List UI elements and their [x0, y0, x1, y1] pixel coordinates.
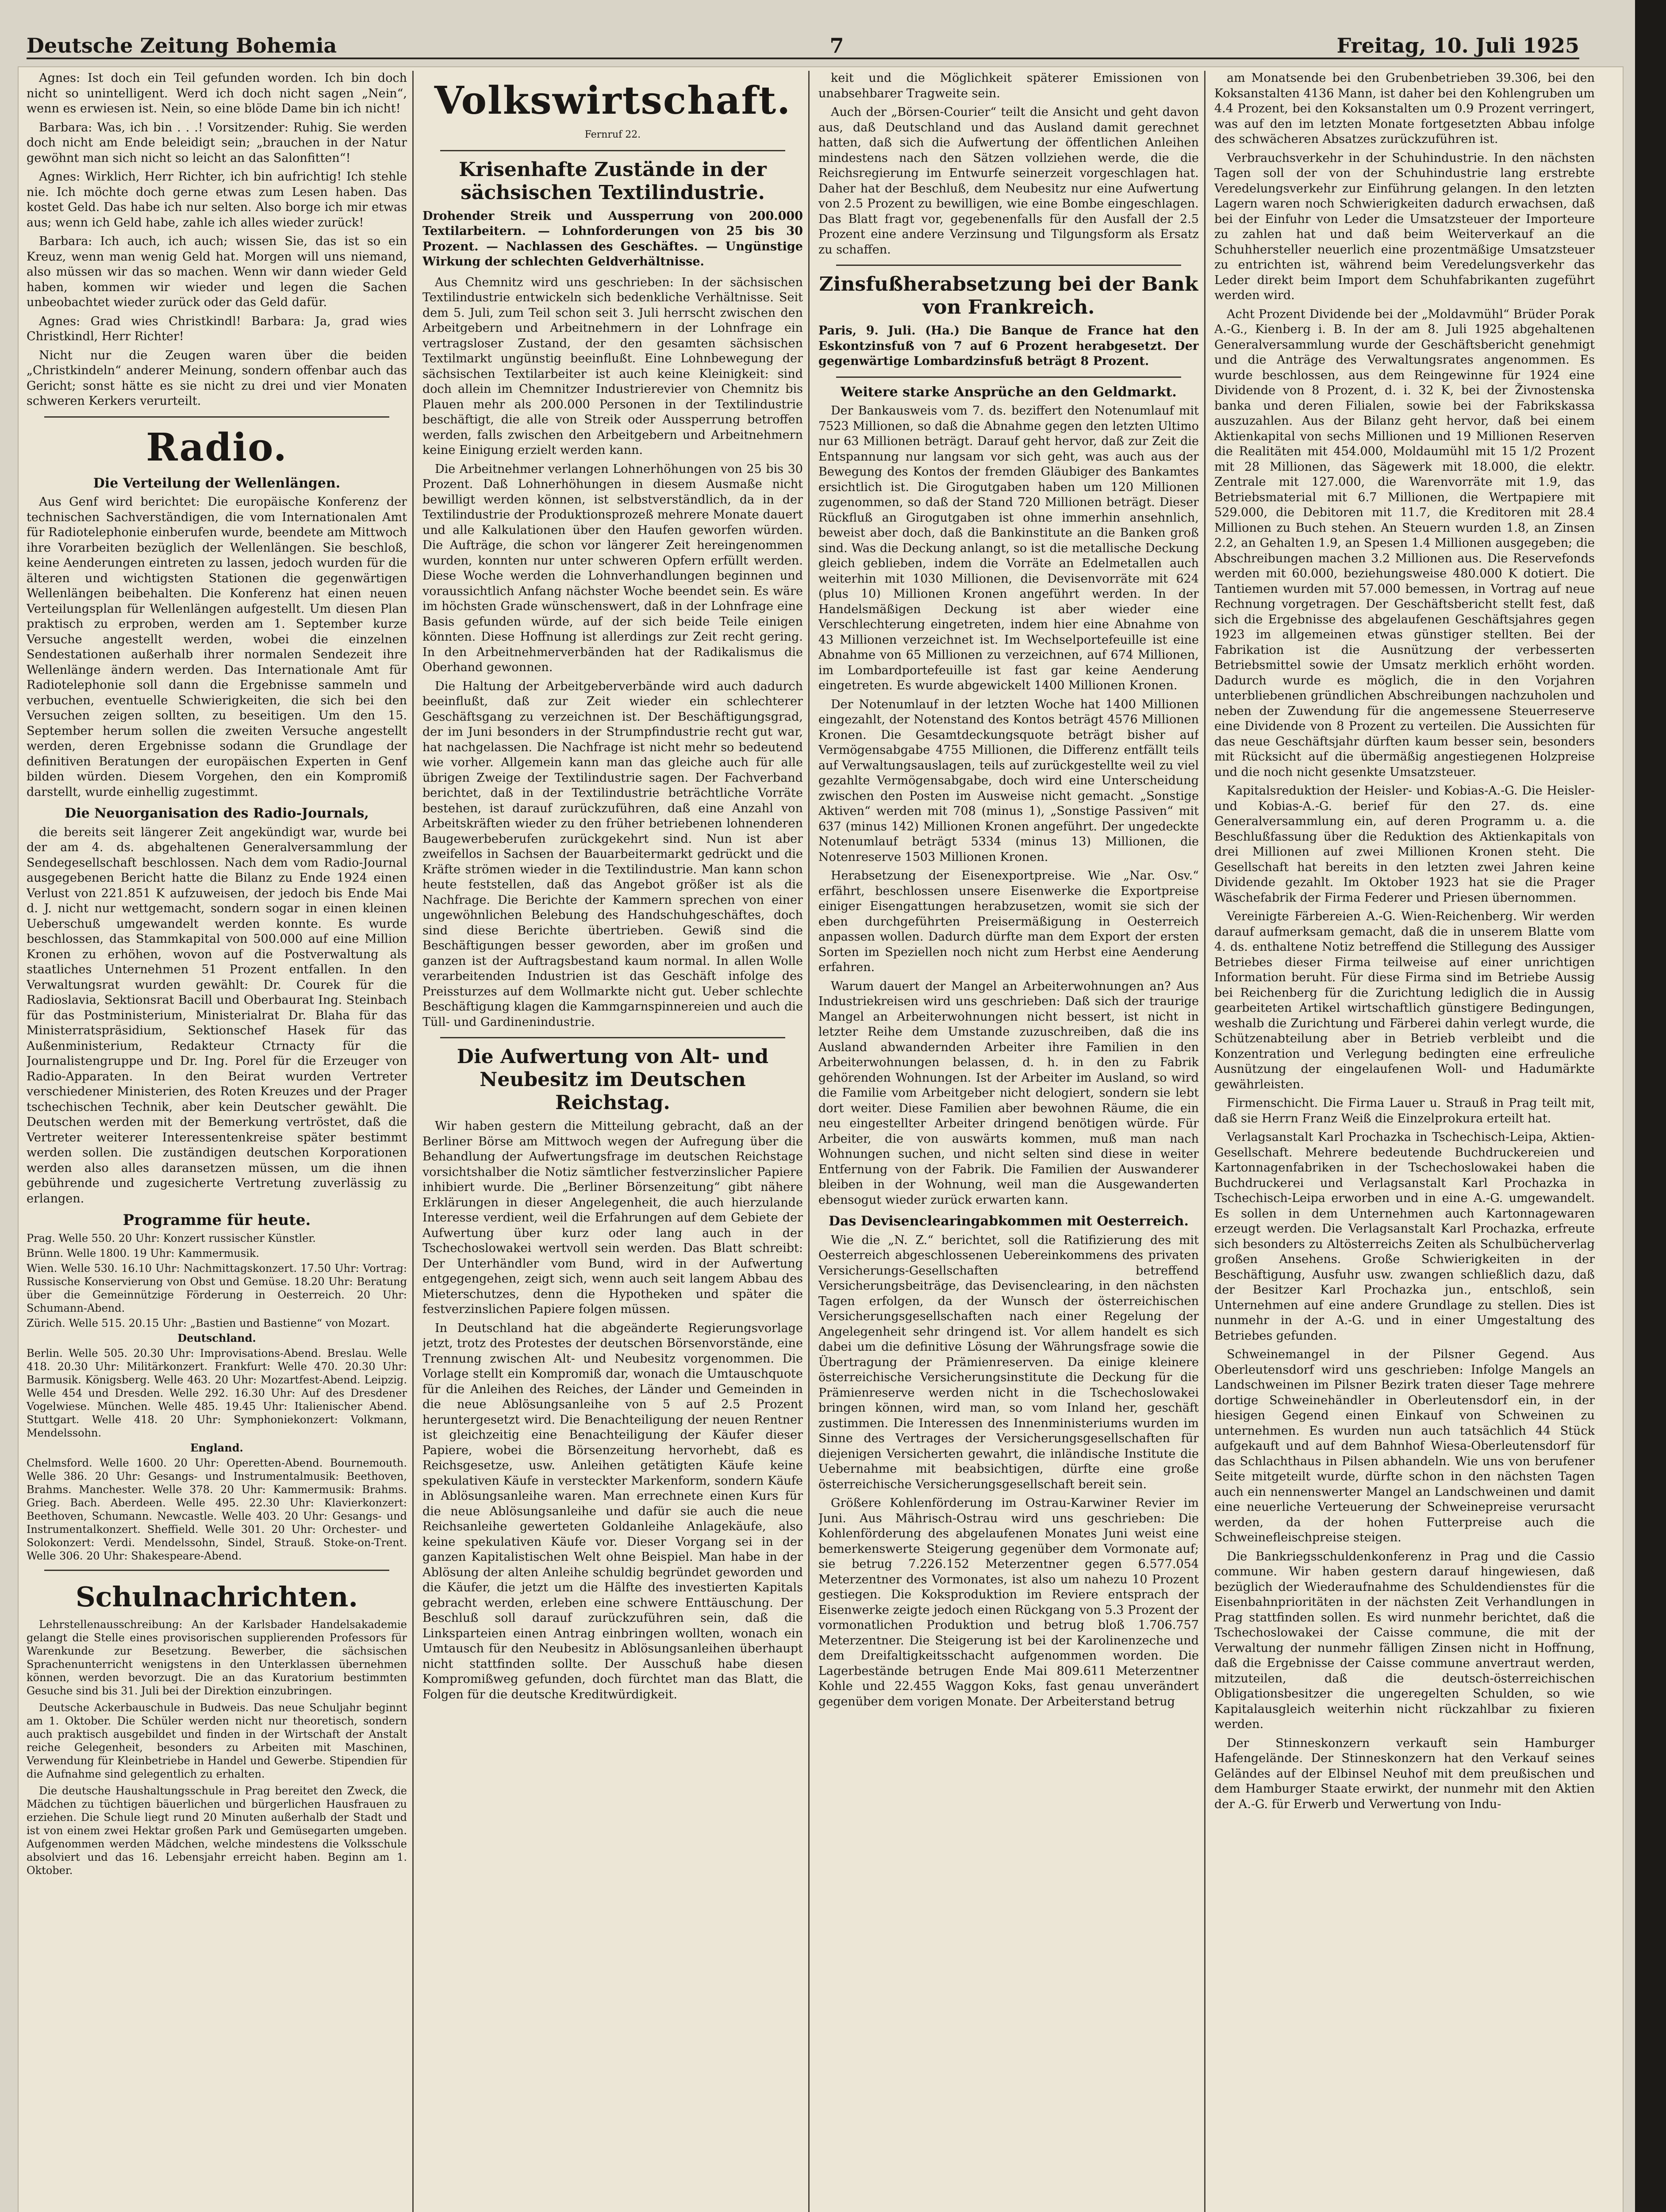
paragraph: Kapitalsreduktion der Heisler- und Kobias-A.-G. Die Heisler- und Kobias-A.-G. berief für den 27. ds. eine Generalversammlung ein, auf deren Programm u. a. die Beschlußfassung über die Reduktion des Aktienkapitals von drei Millionen auf zwei Millionen Kronen steht. Die Gesellschaft hat bereits in den letzten zwei Jahren keine Dividende gezahlt. Im Oktober 1923 hat sie die Prager Wäschefabrik der Firma Federer und Priesen übernommen.: [1214, 784, 1595, 905]
paragraph: Herabsetzung der Eisenexportpreise. Wie „Nar. Osv.“ erfährt, beschlossen unsere Eisenwerke die Exportpreise einiger Eisengattungen herabzusetzen, womit sie sich der eben durchgeführten Preisermäßigung in Oesterreich anpassen wollen. Dadurch dürfte man dem Export der ersten Sorten im Speziellen noch nicht zum Herbst eine Aenderung erfahren.: [818, 869, 1199, 974]
paragraph: Die Bankriegsschuldenkonferenz in Prag und die Cassio commune. Wir haben gestern darauf hingewiesen, daß bezüglich der Wiederaufnahme des Schuldendienstes für die Eisenbahnprioritäten in der nächsten Zeit Verhandlungen in Prag stattfinden sollen. Es wird nunmehr berichtet, daß die Tschechoslowakei der Caisse commune, die mit der Verwaltung der nunmehr fälligen Zinsen nicht in Hoffnung, daß die Ergebnisse der Caisse commune anvertraut werden, mitzuteilen, daß die deutsch-österreichischen Obligationsbesitzer die ungeregelten Schulden, so wie Kapitalausgleich weiterhin nicht rückzahlbar zu fixieren werden.: [1214, 1549, 1595, 1731]
paragraph: Die Haltung der Arbeitgeberverbände wird auch dadurch beeinflußt, daß zur Zeit wieder ein schlechterer Geschäftsgang zu verzeichnen ist. Der Beschäftigungsgrad, der im Juni besonders in der Strumpfindustrie recht gut war, hat nachgelassen. Die Nachfrage ist nicht mehr so bedeutend wie vorher. Allgemein kann man das gleiche auch für alle übrigen Zweige der Textilindustrie sagen. Der Fachverband berichtet, daß in der Textilindustrie beträchtliche Vorräte bestehen, ist darauf zurückzuführen, daß eine Anzahl von Arbeitskräften wieder zu den früher betriebenen lohnenderen Baugewerbeberufen zurückgekehrt sind. Nun ist aber zweifellos in Sachsen der Bauarbeitermarkt gedrückt und die Kräfte strömen wieder in die Textilindustrie. Man kann schon heute feststellen, daß das Angebot größer ist als die Nachfrage. Die Berichte der Kammern sprechen von einer ungewöhnlichen Belebung des Handschuhgeschäftes, doch sind diese Berichte übertrieben. Gewiß sind die Beschäftigungen besser geworden, aber im großen und ganzen ist der Auftragsbestand kaum normal. In allen Wolle verarbeitenden Industrien ist das Geschäft infolge des Preissturzes auf dem Wollmarkte nicht gut. Ueber schlechte Beschäftigung klagen die Kammgarnspinnereien und auch die Tüll- und Gardinenindustrie.: [422, 679, 803, 1029]
page-header: [27, 27, 1579, 59]
page-number: 7: [829, 34, 844, 58]
paragraph: Die deutsche Haushaltungsschule in Prag bereitet den Zweck, die Mädchen zu tüchtigen bäuerlichen und bürgerlichen Hausfrauen zu erziehen. Die Schule liegt rund 20 Minuten außerhalb der Stadt und ist von einem zwei Hektar großen Park und Gemüsegarten umgeben. Aufgenommen werden Mädchen, welche mindestens die Volksschule absolviert und das 16. Lebensjahr erreicht haben. Beginn am 1. Oktober.: [27, 1784, 407, 1877]
paragraph: Agnes: Ist doch ein Teil gefunden worden. Ich bin doch nicht so unintelligent. Werd ich doch nicht sagen „Nein“, wenn es erwiesen ist. Nein, so eine blöde Dame bin ich nicht!: [27, 71, 407, 115]
paragraph: Größere Kohlenförderung im Ostrau-Karwiner Revier im Juni. Aus Mährisch-Ostrau wird uns geschrieben: Die Kohlenförderung des abgelaufenen Monates Juni weist eine bemerkenswerte Steigerung gegenüber dem Vormonate auf; sie betrug 7.226.152 Meterzentner gegen 6.577.054 Meterzentner des Vormonates, ist also um nahezu 10 Prozent gestiegen. Die Koksproduktion im Reviere entsprach der Eisenwerke zeigte jedoch einen Rückgang von 5.3 Prozent der vormonatlichen Produktion und betrug bloß 1.706.757 Meterzentner. Die Steigerung ist bei der Karolinenzeche und dem Dreifaltigkeitsschacht aufgenommen worden. Die Lagerbestände betrugen Ende Mai 809.611 Meterzentner Kohle und 22.455 Waggon Koks, fast genau unverändert gegenüber dem vorigen Monate. Der Arbeiterstand betrug: [818, 1496, 1199, 1709]
column-3: [818, 71, 1199, 2212]
subheading: Die Verteilung der Wellenlängen.: [93, 475, 341, 491]
column-4: [1214, 71, 1595, 2212]
paragraph: Verlagsanstalt Karl Prochazka in Tschechisch-Leipa, Aktien-Gesellschaft. Mehrere bedeutende Buchdruckereien und Kartonnagenfabriken in der Tschechoslowakei haben die Buchdruckerei und Verlagsanstalt Karl Prochazka in Tschechisch-Leipa erworben und in eine A.-G. umgewandelt. Es sollen in dem Unternehmen auch Kartonnagewaren erzeugt werden. Die Verlagsanstalt Karl Prochazka, erfreute sich besonders zu Altösterreichs Zeiten als Schulbücherverlag großen Ansehens. Große Schwierigkeiten in der Beschäftigung, Ausfuhr usw. zwangen schließlich dazu, daß der Besitzer Karl Prochazka jun., entschloß, sein Unternehmen auf eine andere Grundlage zu stellen. Dies ist nunmehr in der A.-G. und in einer Umgestaltung des Betriebes gefunden.: [1214, 1130, 1595, 1343]
section-divider: [44, 1570, 389, 1571]
paragraph: Deutsche Ackerbauschule in Budweis. Das neue Schuljahr beginnt am 1. Oktober. Die Schüler werden nicht nur theoretisch, sondern auch praktisch ausgebildet und finden in der Wirtschaft der Anstalt reiche Gelegenheit, besonders zu Arbeiten mit Maschinen, Verwendung für Kleinbetriebe in Handel und Gewerbe. Stipendien für die Aufnahme sind gelegentlich zu erhalten.: [27, 1701, 407, 1780]
masthead: Deutsche Zeitung Bohemia: [27, 34, 337, 58]
column-1: [27, 71, 407, 2212]
section-divider: [836, 265, 1181, 266]
paragraph: Barbara: Ich auch, ich auch; wissen Sie, das ist so ein Kreuz, wenn man wenig Geld hat. Morgen will uns niemand, also müssen wir das so machen. Wenn wir dann wieder Geld haben, kommen wir wieder und legen die Sachen unbeobachtet wieder zurück oder das Geld dafür.: [27, 234, 407, 309]
section-divider: [440, 150, 785, 151]
column-2: [422, 71, 803, 2212]
programme-item: Wien. Welle 530. 16.10 Uhr: Nachmittagskonzert. 17.50 Uhr: Vortrag: Russische Konservierung von Obst und Gemüse. 18.20 Uhr: Beratung über die Gemeinnützige Förderung in Oesterreich. 20 Uhr: Schumann-Abend.: [27, 1262, 407, 1314]
programme-region: Deutschland.: [177, 1331, 256, 1344]
subheading: Die Neuorganisation des Radio-Journals,: [65, 806, 369, 821]
article-headline: Die Aufwertung von Alt- und Neubesitz im Deutschen Reichstag.: [457, 1045, 769, 1114]
paragraph: Aus Chemnitz wird uns geschrieben: In der sächsischen Textilindustrie entwickeln sich bedenkliche Verhältnisse. Seit dem 5. Juli, zum Teil schon seit 3. Juli herrscht zwischen den Arbeitgebern und Arbeitnehmern in der Lohnfrage ein vertragsloser Zustand, der den gesamten sächsischen Textilmarkt ungünstig beeinflußt. Eine Lohnbewegung der sächsischen Textilarbeiter ist auch keine Kleinigkeit: sind doch allein im Chemnitzer Industrierevier von Chemnitz bis Plauen mehr als 200.000 Personen in der Textilindustrie beschäftigt, die alle von Streik oder Aussperrung betroffen werden, falls zwischen den Arbeitgebern und Arbeitnehmern keine Einigung erzielt werden kann.: [422, 275, 803, 457]
section-divider: [836, 376, 1181, 378]
subheading: Weitere starke Ansprüche an den Geldmarkt.: [841, 384, 1177, 400]
subheading: Das Devisenclearingabkommen mit Oesterreich.: [829, 1214, 1189, 1229]
column-rule: [1204, 71, 1205, 2212]
section-phone: Fernruf 22.: [584, 129, 641, 140]
radio-heading: Radio.: [146, 425, 288, 470]
paragraph: Lehrstellenausschreibung: An der Karlsbader Handelsakademie gelangt die Stelle eines provisorischen supplierenden Professors für Warenkunde zur Besetzung. Bewerber, die sächsischen Sprachenunterricht wenigstens in den Unterklassen übernehmen können, werden bevorzugt. Die an das Kuratorium bestimmten Gesuche sind bis 31. Juli bei der Direktion einzubringen.: [27, 1618, 407, 1697]
programme-item: Zürich. Welle 515. 20.15 Uhr: „Bastien und Bastienne“ von Mozart.: [27, 1317, 390, 1329]
programme-item: Brünn. Welle 1800. 19 Uhr: Kammermusik.: [27, 1247, 260, 1260]
paragraph: Barbara: Was, ich bin . . .! Vorsitzender: Ruhig. Sie werden doch nicht am Ende beleidigt sein; „brauchen in der Natur gewöhnt man sich nicht so leicht an das Salonfitten“!: [27, 120, 407, 165]
issue-date: Freitag, 10. Juli 1925: [1336, 34, 1579, 58]
paragraph: Firmenschicht. Die Firma Lauer u. Strauß in Prag teilt mit, daß sie Herrn Franz Weiß die Einzelprokura erteilt hat.: [1214, 1096, 1595, 1125]
programme-heading: Programme für heute.: [123, 1211, 311, 1229]
paragraph: Verbrauchsverkehr in der Schuhindustrie. In den nächsten Tagen soll der von der Schuhindustrie lang erstrebte Veredelungsverkehr zur Einführung gelangen. In den letzten Lagern waren noch Schwierigkeiten dadurch erwachsen, daß bei der Einfuhr von Leder die Umsatzsteuer der Importeure zu zahlen hat und daß beim Weiterverkauf an die Schuhhersteller neuerlich eine prozentmäßige Umsatzsteuer zu entrichten ist, während beim Veredelungsverkehr das Leder direkt beim Import dem Schuhfabrikanten zugeführt werden wird.: [1214, 151, 1595, 302]
article-lead: Drohender Streik und Aussperrung von 200.000 Textilarbeitern. — Lohnforderungen von 25 bis 30 Prozent. — Nachlassen des Geschäftes. — Ungünstige Wirkung der schlechten Geldverhältnisse.: [422, 209, 803, 269]
column-rule: [808, 71, 810, 2212]
paragraph: Warum dauert der Mangel an Arbeiterwohnungen an? Aus Industriekreisen wird uns geschrieben: Daß sich der traurige Mangel an Arbeiterwohnungen nicht bessert, ist nicht in letzter Reihe dem Umstande zuzuschreiben, daß die ins Ausland abwandernden Arbeiter ihre Familien in den Arbeiterwohnungen belassen, d. h. in den zu Fabrik gehörenden Wohnungen. Ist der Arbeiter im Ausland, so wird die Familie vom Arbeitgeber nicht delogiert, sondern sie lebt dort weiter. Diese Familien aber bewohnen Räume, die ein neu eingestellter Arbeiter dringend benötigen würde. Für Arbeiter, die von auswärts kommen, muß man nach Wohnungen suchen, und nicht selten sind diese in weiter Entfernung von der Fabrik. Die Familien der Auswanderer bleiben in der Wohnung, weil man die Ausgewanderten ebensogut wieder zurück erwarten kann.: [818, 979, 1199, 1207]
column-rule: [412, 71, 414, 2212]
programme-item: Prag. Welle 550. 20 Uhr: Konzert russischer Künstler.: [27, 1232, 316, 1244]
programme-list: [27, 1232, 407, 1563]
paragraph: Der Notenumlauf in der letzten Woche hat 1400 Millionen eingezahlt, der Notenstand des Kontos beträgt 4576 Millionen Kronen. Die Gesamtdeckungsquote beträgt bisher auf Vermögensabgabe 4755 Millionen, die Differenz entfällt teils auf Verwaltungsauslagen, teils auf zurückgestellte weil zu viel gezahlte Vermögensabgabe, doch wird eine Unterscheidung zwischen den Posten im Ausweise nicht gemacht. „Sonstige Aktiven“ werden mit 708 (minus 1), „Sonstige Passiven“ mit 637 (minus 142) Millionen Kronen angeführt. Der ungedeckte Notenumlauf beträgt 5334 (minus 13) Millionen, die Notenreserve 1503 Millionen Kronen.: [818, 697, 1199, 864]
paragraph: am Monatsende bei den Grubenbetrieben 39.306, bei den Koksanstalten 4136 Mann, ist daher bei den Kohlengruben um 4.4 Prozent, bei den Koksanstalten um 0.9 Prozent verringert, was auf den im letzten Monate fortgesetzten Abbau infolge des schwächeren Absatzes zurückzuführen ist.: [1214, 71, 1595, 146]
programme-item: Chelmsford. Welle 1600. 20 Uhr: Operetten-Abend. Bournemouth. Welle 386. 20 Uhr: Gesangs- und Instrumentalmusik: Beethoven, Brahms. Manchester. Welle 378. 20 Uhr: Kammermusik: Brahms. Grieg. Bach. Aberdeen. Welle 495. 22.30 Uhr: Klavierkonzert: Beethoven, Schumann. Newcastle. Welle 403. 20 Uhr: Gesangs- und Instrumentalkonzert. Sheffield. Welle 301. 20 Uhr: Orchester- und Solokonzert: Verdi. Mendelssohn, Sindel, Strauß. Stoke-on-Trent. Welle 306. 20 Uhr: Shakespeare-Abend.: [27, 1456, 407, 1562]
school-heading: Schulnachrichten.: [75, 1580, 358, 1613]
paragraph: In Deutschland hat die abgeänderte Regierungsvorlage jetzt, trotz des Protestes der deutschen Börsenvorstände, eine Trennung zwischen Alt- und Neubesitz vorgenommen. Die Vorlage stellt ein Kompromiß dar, wonach die Umtauschquote für die Anleihen des Reiches, der Länder und Gemeinden in die neue Ablösungsanleihe von 5 auf 2.5 Prozent heruntergesetzt wird. Die Benachteiligung der neuen Rentner ist gleichzeitig eine Benachteiligung der Käufer dieser Papiere, wobei die Börsenzeitung hervorhebt, daß es Reichsgesetze, usw. Anleihen getätigten Käufe keine spekulativen Käufe in versteckter Markenform, sondern Käufe in Ablösungsanleihe waren. Man errechnete einen Kurs für die neue Ablösungsanleihe und dafür sie auch die neue Reichsanleihe gewerteten Goldanleihe Anlagekäufe, also keine spekulativen Käufe vor. Dieser Vorgang sei in der ganzen Kapitalistischen Welt ohne Beispiel. Man habe in der Ablösung der alten Anleihe schuldig begründet geworden und die Käufer, die jetzt um die Hälfte des investierten Kapitals gebracht werden, erleben eine schwere Enttäuschung. Der Beschluß soll darauf zurückzuführen sein, daß die Linksparteien einen Antrag einbringen wollten, wonach ein Umtausch für den Neubesitz in Ablösungsanleihen überhaupt nicht stattfinden sollte. Der Ausschuß habe diesen Kompromißweg gefunden, doch fürchtet man das Blatt, die Folgen für die deutsche Kreditwürdigkeit.: [422, 1321, 803, 1701]
section-heading: Volkswirtschaft.: [434, 78, 791, 123]
programme-region: England.: [190, 1441, 243, 1454]
paragraph: keit und die Möglichkeit späterer Emissionen von unabsehbarer Tragweite sein.: [818, 71, 1199, 100]
article-lead: Paris, 9. Juli. (Ha.) Die Banque de France hat den Eskontzinsfuß von 7 auf 6 Prozent herabgesetzt. Der gegenwärtige Lombardzinsfuß beträgt 8 Prozent.: [818, 324, 1199, 368]
paragraph: die bereits seit längerer Zeit angekündigt war, wurde bei der am 4. ds. abgehaltenen Generalversammlung der Sendegesellschaft beschlossen. Nach dem vom Radio-Journal ausgegebenen Bericht hatte die Bilanz zu Ende 1924 einen Verlust von 221.851 K aufzuweisen, der jedoch bis Ende Mai d. J. nicht nur wettgemacht, sondern sogar in einen kleinen Ueberschuß umgewandelt werden konnte. Es wurde beschlossen, das Stammkapital von 500.000 auf eine Million Kronen zu erhöhen, wovon auf die Postverwaltung als staatliches Unternehmen 51 Prozent entfallen. In den Verwaltungsrat wurden gewählt: Dr. Courek für die Radioslavia, Sektionsrat Bacill und Oberbaurat Ing. Steinbach für das Postministerium, Ministerialrat Dr. Blaha für das Ministerratspräsidium, Sektionschef Hasek für das Außenministerium, Redakteur Ctrnacty für die Journalistengruppe und Dr. Ing. Porel für die Erzeuger von Radio-Apparaten. In den Beirat wurden Vertreter verschiedener Ministerien, des Roten Kreuzes und der Prager tschechischen Technik, aber kein Deutscher gewählt. Die Deutschen werden mit der Bemerkung vertröstet, daß die Vertreter weiterer Interessentenkreise später bestimmt werden sollen. Die zuständigen deutschen Korporationen werden also alles daransetzen müssen, um die ihnen gebührende und zugesicherte Vertretung zuverlässig zu erlangen.: [27, 825, 407, 1206]
paragraph: Der Bankausweis vom 7. ds. beziffert den Notenumlauf mit 7523 Millionen, so daß die Abnahme gegen den letzten Ultimo nur 63 Millionen beträgt. Darauf geht hervor, daß zur Zeit die Entspannung nur langsam vor sich geht, was auch aus der Bewegung des Kontos der fremden Gläubiger des Bankamtes ersichtlich ist. Die Girogutgaben haben um 120 Millionen zugenommen, so daß der Stand 720 Millionen beträgt. Dieser Rückfluß an Girogutgaben ist ohne immerhin ansehnlich, beweist aber doch, daß die Bankinstitute an die Banken groß sind. Was die Deckung anlangt, so ist die metallische Deckung gleich geblieben, indem die Vorräte an Edelmetallen auch weiterhin mit 1030 Millionen, die Devisenvorräte mit 624 (plus 10) Millionen Kronen angeführt werden. In der Handelsmäßigen Deckung ist aber wieder eine Verschlechterung eingetreten, indem hier eine Abnahme von 43 Millionen verzeichnet ist. Im Wechselportefeuille ist eine Abnahme von 65 Millionen zu verzeichnen, auf 674 Millionen, im Lombardportefeuille ist fast gar keine Aenderung eingetreten. Es wurde abgewickelt 1400 Millionen Kronen.: [818, 404, 1199, 692]
paragraph: Wir haben gestern die Mitteilung gebracht, daß an der Berliner Börse am Mittwoch wegen der Aufregung über die Behandlung der Aufwertungsfrage im deutschen Reichstage vorsichtshalber die Notiz sämtlicher festverzinslicher Papiere inhibiert wurde. Die „Berliner Börsenzeitung“ gibt nähere Erklärungen in dieser Angelegenheit, die auch hierzulande Interesse verdient, weil die Erfahrungen auf dem Gebiete der Aufwertung über kurz oder lang auch in der Tschechoslowakei wertvoll sein werden. Das Blatt schreibt: Der Unterhändler vom Bund, wird in der Aufwertung entgegengehen, zeigt sich, wenn auch seit langem Abbau des Mieterschutzes, denn die Hypotheken und später die festverzinslichen Papiere folgen müssen.: [422, 1119, 803, 1316]
paragraph: Nicht nur die Zeugen waren über die beiden „Christkindeln“ anderer Meinung, sondern offenbar auch das Gericht; sonst hätte es sie nicht zu drei und vier Monaten schweren Kerkers verurteilt.: [27, 348, 407, 408]
paragraph: Wie die „N. Z.“ berichtet, soll die Ratifizierung des mit Oesterreich abgeschlossenen Uebereinkommens des privaten Versicherungs-Gesellschaften betreffend Versicherungsbeiträge, das Devisenclearing, in den nächsten Tagen erfolgen, da der Wunsch der österreichischen Versicherungsgesellschaften nach einer Regelung der Angelegenheit sehr dringend ist. Vor allem handelt es sich dabei um die definitive Lösung der Währungsfrage sowie die Übertragung der Prämienreserven. Da einige kleinere österreichische Versicherungsinstitute die Deckung für die Prämienreserve werden nicht in die Tschechoslowakei bringen können, wird man, so vom Inland her, geschäft zustimmen. Die Interessen des Innenministeriums wurden im Sinne des Vertrages der Versicherungsgesellschaften für diejenigen Versicherten gewahrt, die inländische Institute die Uebernahme mit beabsichtigen, dürfte eine große österreichische Versicherungsgesellschaft bereit sein.: [818, 1233, 1199, 1491]
section-divider: [440, 1037, 785, 1038]
paragraph: Auch der „Börsen-Courier“ teilt die Ansicht und geht davon aus, daß Deutschland und das Ausland damit gerechnet hatten, daß sich die Aufwertung der öffentlichen Anleihen mindestens nach den Sätzen vollziehen werde, die die Reichsregierung im Entwurfe seinerzeit vorgeschlagen hat. Daher hat der Beschluß, dem Neubesitz nur eine Aufwertung von 2.5 Prozent zu bewilligen, wie eine Bombe eingeschlagen. Das Blatt fragt vor, gegebenenfalls für den Ausfall der 2.5 Prozent eine andere Verzinsung und Tilgungsform als Ersatz zu schaffen.: [818, 105, 1199, 257]
page-spine: [1635, 0, 1666, 2212]
programme-item: Berlin. Welle 505. 20.30 Uhr: Improvisations-Abend. Breslau. Welle 418. 20.30 Uhr: Militärkonzert. Frankfurt: Welle 470. 20.30 Uhr: Barmusik. Königsberg. Welle 463. 20 Uhr: Mozartfest-Abend. Leipzig. Welle 454 und Dresden. Welle 292. 16.30 Uhr: Auf des Dresdener Vogelwiese. München. Welle 485. 19.45 Uhr: Italienischer Abend. Stuttgart. Welle 418. 20 Uhr: Symphoniekonzert: Volkmann, Mendelssohn.: [27, 1347, 407, 1439]
paragraph: Vereinigte Färbereien A.-G. Wien-Reichenberg. Wir werden darauf aufmerksam gemacht, daß die in unserem Blatte vom 4. ds. enthaltene Notiz betreffend die Stillegung des Aussiger Betriebes dieser Firma teilweise auf einer unrichtigen Information beruht. Für diese Firma sind im Betriebe Aussig bei Reichenberg für die Zurichtung lediglich die in Aussig gearbeiteten Artikel wirtschaftlich günstigere Bedingungen, weshalb die Zurichtung und Färberei dahin verlegt wurde, die Schützenabteilung aber in Betrieb verbleibt und die Konzentration und Verlegung bedingten eine erfreuliche Ausnützung der eingelaufenen Woll- und Hadumärkte gewährleisten.: [1214, 910, 1595, 1091]
article-headline: Krisenhafte Zustände in der sächsischen Textilindustrie.: [459, 158, 767, 204]
paragraph: Schweinemangel in der Pilsner Gegend. Aus Oberleutensdorf wird uns geschrieben: Infolge Mangels an Landschweinen im Pilsner Bezirk traten dieser Tage mehrere dortige Schweinehändler in Oberleutensdorf ein, in der hiesigen Gegend einen Einkauf von Schweinen zu unternehmen. Es wurden nun auch tatsächlich 44 Stück aufgekauft und auf dem Bahnhof Wiesa-Oberleutensdorf für das Schlachthaus in Pilsen abhandeln. Wie uns von berufener Seite mitgeteilt wurde, dürfte schon in den nächsten Tagen auch ein nennenswerter Mangel an Landschweinen und damit eine neuerliche Verteuerung der Schweinepreise verursacht werden, da der hohen Futterpreise auch die Schweinefleischpreise steigen.: [1214, 1348, 1595, 1544]
paragraph: Die Arbeitnehmer verlangen Lohnerhöhungen von 25 bis 30 Prozent. Daß Lohnerhöhungen in diesem Ausmaße nicht bewilligt werden können, ist selbstverständlich, da in der Textilindustrie der Produktionsprozeß mehrere Monate dauert und alle Kalkulationen über den Haufen geworfen würden. Die Aufträge, die schon vor längerer Zeit hereingenommen wurden, konnten nur unter schweren Opfern erfüllt werden. Diese Woche werden die Lohnverhandlungen beginnen und voraussichtlich Anfang nächster Woche beendet sein. Es wäre im höchsten Grade wünschenswert, daß in der Lohnfrage eine Basis gefunden würde, auf der sich beide Teile einigen könnten. Diese Hoffnung ist allerdings zur Zeit recht gering. In den Arbeitnehmerverbänden hat der Radikalismus die Oberhand gewonnen.: [422, 462, 803, 674]
paragraph: Aus Genf wird berichtet: Die europäische Konferenz der technischen Sachverständigen, die vom Internationalen Amt für Radiotelephonie einberufen wurde, beendete am Mittwoch ihre Vorarbeiten bezüglich der Wellenlängen. Sie beschloß, keine Aenderungen eintreten zu lassen, jedoch wurden für die älteren und wichtigsten Stationen die gegenwärtigen Wellenlängen beibehalten. Die Konferenz hat einen neuen Verteilungsplan für Wellenlängen aufgestellt. Um diesen Plan praktisch zu erproben, werden am 1. September kurze Versuche angestellt werden, wobei die einzelnen Sendestationen außerhalb ihrer normalen Sendezeit ihre Wellenlänge ändern werden. Das Internationale Amt für Radiotelephonie soll dann die Ergebnisse sammeln und verbuchen, eventuelle Schwierigkeiten, die sich bei den Versuchen zeigen sollten, zu beseitigen. Um den 15. September herum sollen die zweiten Versuche angestellt werden, deren Ergebnisse sodann die Grundlage der definitiven Beratungen der europäischen Experten in Genf bilden würden. Diesem Vorgehen, den ein Kompromiß darstellt, wurde einhellig zugestimmt.: [27, 495, 407, 799]
paragraph: Agnes: Wirklich, Herr Richter, ich bin aufrichtig! Ich stehle nie. Ich möchte doch gerne etwas zum Lesen haben. Das kostet Geld. Das habe ich nur selten. Also borge ich mir etwas aus; wenn ich Geld habe, zahle ich alles wieder zurück!: [27, 170, 407, 230]
paragraph: Der Stinneskonzern verkauft sein Hamburger Hafengelände. Der Stinneskonzern hat den Verkauf seines Geländes auf der Elbinsel Neuhof mit dem preußischen und dem Hamburger Staate erwirkt, der nunmehr mit den Aktien der A.-G. für Erwerb und Verwertung von Indu-: [1214, 1736, 1595, 1811]
article-headline: Zinsfußherabsetzung bei der Bank von Frankreich.: [819, 273, 1198, 319]
paragraph: Acht Prozent Dividende bei der „Moldavmühl“ Brüder Porak A.-G., Kienberg i. B. In der am 8. Juli 1925 abgehaltenen Generalversammlung wurde der Geschäftsbericht genehmigt und die Anträge des Verwaltungsrates angenommen. Es wurde beschlossen, aus dem Reingewinne für 1924 eine Dividende von 8 Prozent, d. i. 32 K, bei der Živnostenska banka und deren Filialen, sowie bei der Fabrikskassa auszuzahlen. Aus der Bilanz geht hervor, daß bei einem Aktienkapital von sechs Millionen und 19 Millionen Reserven die Realitäten mit 454.000, Moldaumühl mit 15 1/2 Prozent mit 28 Millionen, das Sägewerk mit 18.000, die elektr. Zentrale mit 127.000, die Warenvorräte mit 1.9, das Betriebsmaterial mit 6.7 Millionen, die Wertpapiere mit 529.000, die Debitoren mit 11.7, die Kreditoren mit 28.4 Millionen zu Buch stehen. An Steuern wurden 1.8, an Zinsen 2.2, an Gehalten 1.9, an Spesen 1.4 Millionen ausgegeben; die Abschreibungen machen 3.2 Millionen aus. Die Reservefonds werden mit 60.000, beziehungsweise 480.000 K dotiert. Die Tantiemen wurden mit 57.000 bemessen, in Vortrag auf neue Rechnung vorgetragen. Der Geschäftsbericht stellt fest, daß sich die Ergebnisse des abgelaufenen Geschäftsjahres gegen 1923 im allgemeinen etwas günstiger stellten. Bei der Fabrikation ist die Ausnützung der verbesserten Betriebsmittel sowie der Umsatz merklich erhöht worden. Dadurch wurde es möglich, die in den Vorjahren unterbliebenen gründlichen Abschreibungen nachzuholen und neben der Zuwendung für die angemessene Steuerreserve eine Dividende von 8 Prozent zu verteilen. Die Aussichten für das neue Geschäftsjahr dürften kaum besser sein, besonders mit Rücksicht auf die übermäßig angestiegenen Holzpreise und die noch nicht gesenkte Umsatzsteuer.: [1214, 307, 1595, 779]
section-divider: [44, 416, 389, 418]
paragraph: Agnes: Grad wies Christkindl! Barbara: Ja, grad wies Christkindl, Herr Richter!: [27, 314, 407, 343]
